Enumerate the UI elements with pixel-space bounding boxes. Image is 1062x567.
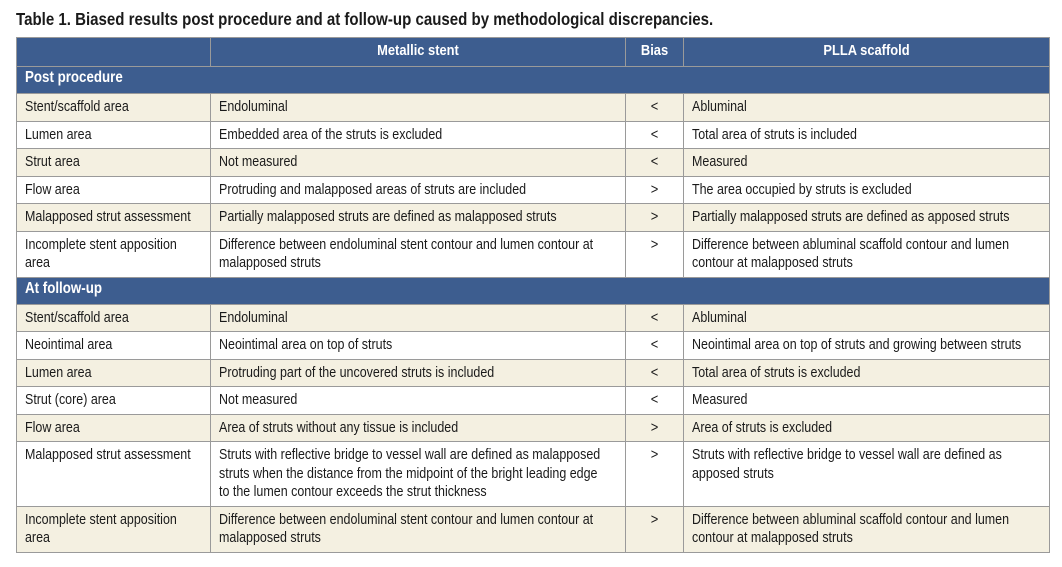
parameter-cell <box>17 387 211 415</box>
bias-cell <box>626 332 684 360</box>
plla-scaffold-cell-text: The area occupied by struts is excluded <box>692 181 912 198</box>
metallic-stent-cell <box>211 231 626 277</box>
metallic-stent-cell <box>211 359 626 387</box>
table-row <box>17 94 1050 122</box>
parameter-cell <box>17 94 211 122</box>
metallic-stent-cell-text: Protruding and malapposed areas of struts are included <box>219 181 527 198</box>
table-row <box>17 506 1050 552</box>
plla-scaffold-cell <box>684 121 1050 149</box>
metallic-stent-cell <box>211 387 626 415</box>
plla-scaffold-cell <box>684 332 1050 360</box>
bias-cell-text: < <box>650 336 659 353</box>
parameter-cell <box>17 359 211 387</box>
plla-scaffold-cell <box>684 304 1050 332</box>
metallic-stent-cell-text: Not measured <box>219 154 298 170</box>
table-row <box>17 387 1050 415</box>
header-row <box>17 38 1050 67</box>
metallic-stent-cell-text: malapposed struts <box>219 530 321 546</box>
metallic-stent-cell-text: Difference between endoluminal stent contour and lumen contour at <box>219 511 594 528</box>
metallic-stent-cell <box>211 176 626 204</box>
parameter-cell-text: Neointimal area <box>25 337 113 353</box>
bias-cell <box>626 304 684 332</box>
bias-cell <box>626 387 684 415</box>
parameter-cell-text: Flow area <box>25 181 80 198</box>
plla-scaffold-cell <box>684 414 1050 442</box>
plla-scaffold-cell-text: Abluminal <box>692 99 747 115</box>
bias-cell-text: < <box>650 308 659 326</box>
table-row <box>17 149 1050 177</box>
table-row <box>17 204 1050 232</box>
table-row <box>17 121 1050 149</box>
parameter-cell-text: Stent/scaffold area <box>25 99 129 115</box>
plla-scaffold-cell <box>684 387 1050 415</box>
section-header-row <box>17 277 1050 304</box>
plla-scaffold-cell <box>684 204 1050 232</box>
table-row <box>17 304 1050 332</box>
plla-scaffold-cell-text: Difference between abluminal scaffold contour and lumen <box>692 236 1010 253</box>
metallic-stent-cell <box>211 121 626 149</box>
bias-cell-text: < <box>650 391 659 408</box>
metallic-stent-cell-text: Struts with reflective bridge to vessel wall are defined as malapposed <box>219 447 601 463</box>
section-header-row <box>17 67 1050 94</box>
parameter-cell <box>17 231 211 277</box>
plla-scaffold-cell-text: Struts with reflective bridge to vessel wall are defined as <box>692 447 1002 463</box>
bias-cell-text: < <box>650 125 659 143</box>
plla-scaffold-cell-text: contour at malapposed struts <box>692 255 853 271</box>
parameter-cell-text: Incomplete stent apposition <box>25 511 177 528</box>
metallic-stent-cell-text: Partially malapposed struts are defined as malapposed struts <box>219 209 557 225</box>
metallic-stent-cell-text: Endoluminal <box>219 309 288 326</box>
plla-scaffold-cell <box>684 176 1050 204</box>
table-row <box>17 332 1050 360</box>
bias-cell-text: > <box>650 208 659 225</box>
header-parameter <box>17 38 211 67</box>
parameter-cell-text: area <box>25 530 50 546</box>
parameter-cell <box>17 304 211 332</box>
bias-cell-text: > <box>650 180 659 198</box>
section-title: Post procedure <box>17 67 1050 94</box>
bias-cell <box>626 414 684 442</box>
table-row <box>17 442 1050 507</box>
table-caption: Table 1. Biased results post procedure and at follow-up caused by methodological discrepancies. <box>16 9 714 29</box>
bias-cell-text: < <box>650 153 659 170</box>
bias-cell <box>626 94 684 122</box>
parameter-cell <box>17 414 211 442</box>
parameter-cell-text: Lumen area <box>25 126 92 143</box>
parameter-cell <box>17 204 211 232</box>
metallic-stent-cell-text: malapposed struts <box>219 255 321 271</box>
table-row <box>17 414 1050 442</box>
table-row <box>17 231 1050 277</box>
bias-cell <box>626 231 684 277</box>
table-row <box>17 176 1050 204</box>
parameter-cell <box>17 442 211 507</box>
parameter-cell-text: Lumen area <box>25 364 92 381</box>
plla-scaffold-cell-text: Measured <box>692 154 748 170</box>
metallic-stent-cell <box>211 304 626 332</box>
plla-scaffold-cell <box>684 359 1050 387</box>
header-plla-scaffold: PLLA scaffold <box>684 38 1050 67</box>
parameter-cell <box>17 121 211 149</box>
bias-cell-text: < <box>650 363 659 381</box>
bias-cell-text: > <box>650 418 659 436</box>
metallic-stent-cell-text: Protruding part of the uncovered struts is included <box>219 364 495 381</box>
plla-scaffold-cell-text: contour at malapposed struts <box>692 530 853 546</box>
parameter-cell-text: area <box>25 255 50 271</box>
plla-scaffold-cell <box>684 231 1050 277</box>
metallic-stent-cell <box>211 332 626 360</box>
metallic-stent-cell <box>211 414 626 442</box>
plla-scaffold-cell-text: Total area of struts is excluded <box>692 364 861 381</box>
parameter-cell-text: Incomplete stent apposition <box>25 236 177 253</box>
metallic-stent-cell-text: Neointimal area on top of struts <box>219 337 393 353</box>
bias-comparison-table <box>16 37 1050 553</box>
metallic-stent-cell-text: Difference between endoluminal stent contour and lumen contour at <box>219 236 594 253</box>
bias-cell-text: > <box>650 235 659 253</box>
plla-scaffold-cell-text: apposed struts <box>692 465 774 482</box>
plla-scaffold-cell <box>684 149 1050 177</box>
parameter-cell <box>17 176 211 204</box>
metallic-stent-cell <box>211 506 626 552</box>
plla-scaffold-cell-text: Area of struts is excluded <box>692 419 833 436</box>
bias-cell <box>626 204 684 232</box>
parameter-cell-text: Malapposed strut assessment <box>25 447 191 463</box>
plla-scaffold-cell-text: Measured <box>692 392 748 408</box>
plla-scaffold-cell-text: Neointimal area on top of struts and growing between struts <box>692 337 1022 353</box>
metallic-stent-cell <box>211 204 626 232</box>
metallic-stent-cell-text: to the lumen contour exceeds the strut thickness <box>219 484 487 500</box>
plla-scaffold-cell <box>684 506 1050 552</box>
parameter-cell <box>17 506 211 552</box>
bias-cell-text: > <box>650 446 659 463</box>
metallic-stent-cell-text: Area of struts without any tissue is included <box>219 419 459 436</box>
table-row <box>17 359 1050 387</box>
metallic-stent-cell-text: Endoluminal <box>219 99 288 115</box>
metallic-stent-cell <box>211 442 626 507</box>
parameter-cell <box>17 332 211 360</box>
parameter-cell-text: Flow area <box>25 419 80 436</box>
plla-scaffold-cell <box>684 94 1050 122</box>
parameter-cell-text: Strut area <box>25 154 80 170</box>
bias-cell <box>626 359 684 387</box>
parameter-cell <box>17 149 211 177</box>
section-title: At follow-up <box>17 277 1050 304</box>
parameter-cell-text: Stent/scaffold area <box>25 309 129 326</box>
bias-cell <box>626 149 684 177</box>
bias-cell-text: < <box>650 98 659 115</box>
parameter-cell-text: Malapposed strut assessment <box>25 209 191 225</box>
plla-scaffold-cell <box>684 442 1050 507</box>
bias-cell-text: > <box>650 510 659 528</box>
bias-cell <box>626 442 684 507</box>
table-body <box>17 67 1050 553</box>
header-metallic-stent: Metallic stent <box>211 38 626 67</box>
bias-cell <box>626 121 684 149</box>
bias-cell <box>626 176 684 204</box>
metallic-stent-cell-text: Embedded area of the struts is excluded <box>219 126 443 143</box>
plla-scaffold-cell-text: Abluminal <box>692 309 747 326</box>
plla-scaffold-cell-text: Difference between abluminal scaffold contour and lumen <box>692 511 1010 528</box>
bias-cell <box>626 506 684 552</box>
plla-scaffold-cell-text: Partially malapposed struts are defined as apposed struts <box>692 209 1010 225</box>
parameter-cell-text: Strut (core) area <box>25 392 116 408</box>
metallic-stent-cell-text: struts when the distance from the midpoint of the bright leading edge <box>219 465 598 482</box>
metallic-stent-cell-text: Not measured <box>219 392 298 408</box>
header-bias: Bias <box>626 38 684 67</box>
plla-scaffold-cell-text: Total area of struts is included <box>692 126 857 143</box>
metallic-stent-cell <box>211 149 626 177</box>
metallic-stent-cell <box>211 94 626 122</box>
